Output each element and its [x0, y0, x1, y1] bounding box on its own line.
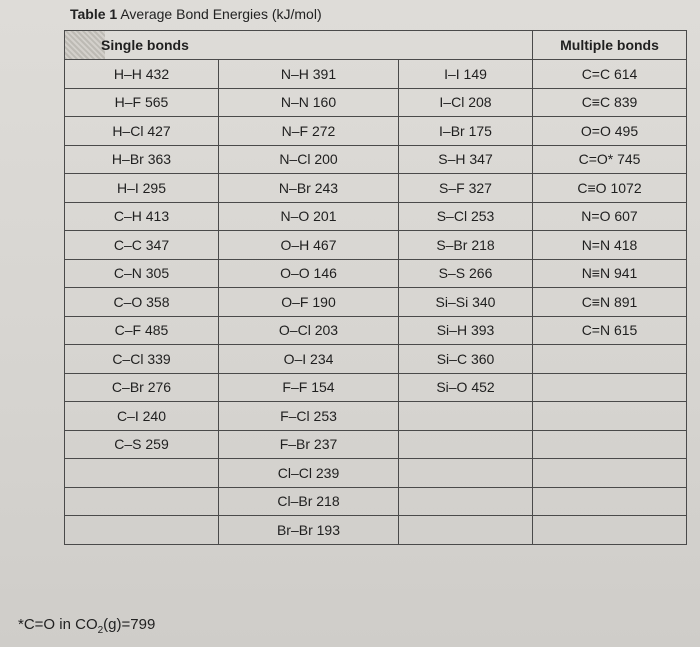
table-caption [70, 6, 322, 22]
table-cell: C–Br 276 [65, 373, 219, 402]
table-cell: C≡N 891 [533, 288, 687, 317]
table-cell: O–I 234 [219, 345, 399, 374]
table-cell [399, 402, 533, 431]
table-cell: C≡O 1072 [533, 174, 687, 203]
table-cell: C–F 485 [65, 316, 219, 345]
table-cell: N–Cl 200 [219, 145, 399, 174]
table-cell: H–Br 363 [65, 145, 219, 174]
table-cell: N–Br 243 [219, 174, 399, 203]
table-cell: S–Cl 253 [399, 202, 533, 231]
table-row [65, 288, 687, 317]
table-cell: Br–Br 193 [219, 516, 399, 545]
table-cell: H–Cl 427 [65, 117, 219, 146]
table-cell: N–F 272 [219, 117, 399, 146]
table-cell: S–S 266 [399, 259, 533, 288]
footnote-tail: (g)=799 [103, 616, 156, 633]
table-cell: C–I 240 [65, 402, 219, 431]
table-row [65, 259, 687, 288]
table-row [65, 459, 687, 488]
table-cell: N=N 418 [533, 231, 687, 260]
table-row [65, 202, 687, 231]
header-multiple-bonds: Multiple bonds [533, 31, 687, 60]
table-cell [533, 430, 687, 459]
table-cell [65, 516, 219, 545]
table-cell: O–H 467 [219, 231, 399, 260]
table-cell: S–H 347 [399, 145, 533, 174]
table-cell: Cl–Cl 239 [219, 459, 399, 488]
table-row [65, 88, 687, 117]
table-cell: Cl–Br 218 [219, 487, 399, 516]
table-cell [533, 402, 687, 431]
footnote [18, 616, 155, 636]
table-row [65, 516, 687, 545]
table-cell: N–N 160 [219, 88, 399, 117]
table-row [65, 117, 687, 146]
table-row [65, 402, 687, 431]
table-cell [533, 487, 687, 516]
table-row [65, 145, 687, 174]
table-row [65, 373, 687, 402]
header-single-bonds: Single bonds [65, 31, 533, 60]
table-cell: C=C 614 [533, 60, 687, 89]
table-cell [399, 487, 533, 516]
table-cell [533, 516, 687, 545]
table-row [65, 60, 687, 89]
table-cell: S–F 327 [399, 174, 533, 203]
table-body [65, 60, 687, 545]
footnote-text: *C=O in CO [18, 616, 98, 633]
table-cell: C=N 615 [533, 316, 687, 345]
bond-energy-table [64, 30, 687, 545]
table-cell: F–F 154 [219, 373, 399, 402]
table-cell: O–F 190 [219, 288, 399, 317]
table-cell: H–H 432 [65, 60, 219, 89]
table-cell [65, 487, 219, 516]
table-row [65, 487, 687, 516]
table-cell: I–I 149 [399, 60, 533, 89]
table-cell: O–O 146 [219, 259, 399, 288]
table-cell: Si–C 360 [399, 345, 533, 374]
table-cell [399, 516, 533, 545]
table-cell [399, 459, 533, 488]
footnote-subscript: 2 [97, 625, 104, 636]
table-row [65, 430, 687, 459]
table-cell: N≡N 941 [533, 259, 687, 288]
table-cell: C≡C 839 [533, 88, 687, 117]
table-cell [533, 345, 687, 374]
table-cell [533, 373, 687, 402]
table-cell [399, 430, 533, 459]
table-cell: C–Cl 339 [65, 345, 219, 374]
table-cell: Si–H 393 [399, 316, 533, 345]
table-cell: O=O 495 [533, 117, 687, 146]
table-row [65, 231, 687, 260]
table-cell: C–S 259 [65, 430, 219, 459]
table-cell: N–H 391 [219, 60, 399, 89]
table-cell: O–Cl 203 [219, 316, 399, 345]
table-cell: I–Cl 208 [399, 88, 533, 117]
header-row [65, 31, 687, 60]
table-cell: C–O 358 [65, 288, 219, 317]
table-cell: S–Br 218 [399, 231, 533, 260]
table-cell: Si–O 452 [399, 373, 533, 402]
table-cell: Si–Si 340 [399, 288, 533, 317]
table-cell [65, 459, 219, 488]
table-cell: F–Br 237 [219, 430, 399, 459]
table-cell: N–O 201 [219, 202, 399, 231]
table-cell: C=O* 745 [533, 145, 687, 174]
table-row [65, 174, 687, 203]
table-title: Average Bond Energies (kJ/mol) [120, 6, 322, 22]
table-row [65, 316, 687, 345]
table-cell: C–H 413 [65, 202, 219, 231]
table-label: Table 1 [70, 6, 118, 22]
table-cell: F–Cl 253 [219, 402, 399, 431]
table-cell: C–N 305 [65, 259, 219, 288]
table-cell: N=O 607 [533, 202, 687, 231]
table-cell: H–I 295 [65, 174, 219, 203]
table-cell: I–Br 175 [399, 117, 533, 146]
table-cell: C–C 347 [65, 231, 219, 260]
table-row [65, 345, 687, 374]
table-cell: H–F 565 [65, 88, 219, 117]
table-cell [533, 459, 687, 488]
